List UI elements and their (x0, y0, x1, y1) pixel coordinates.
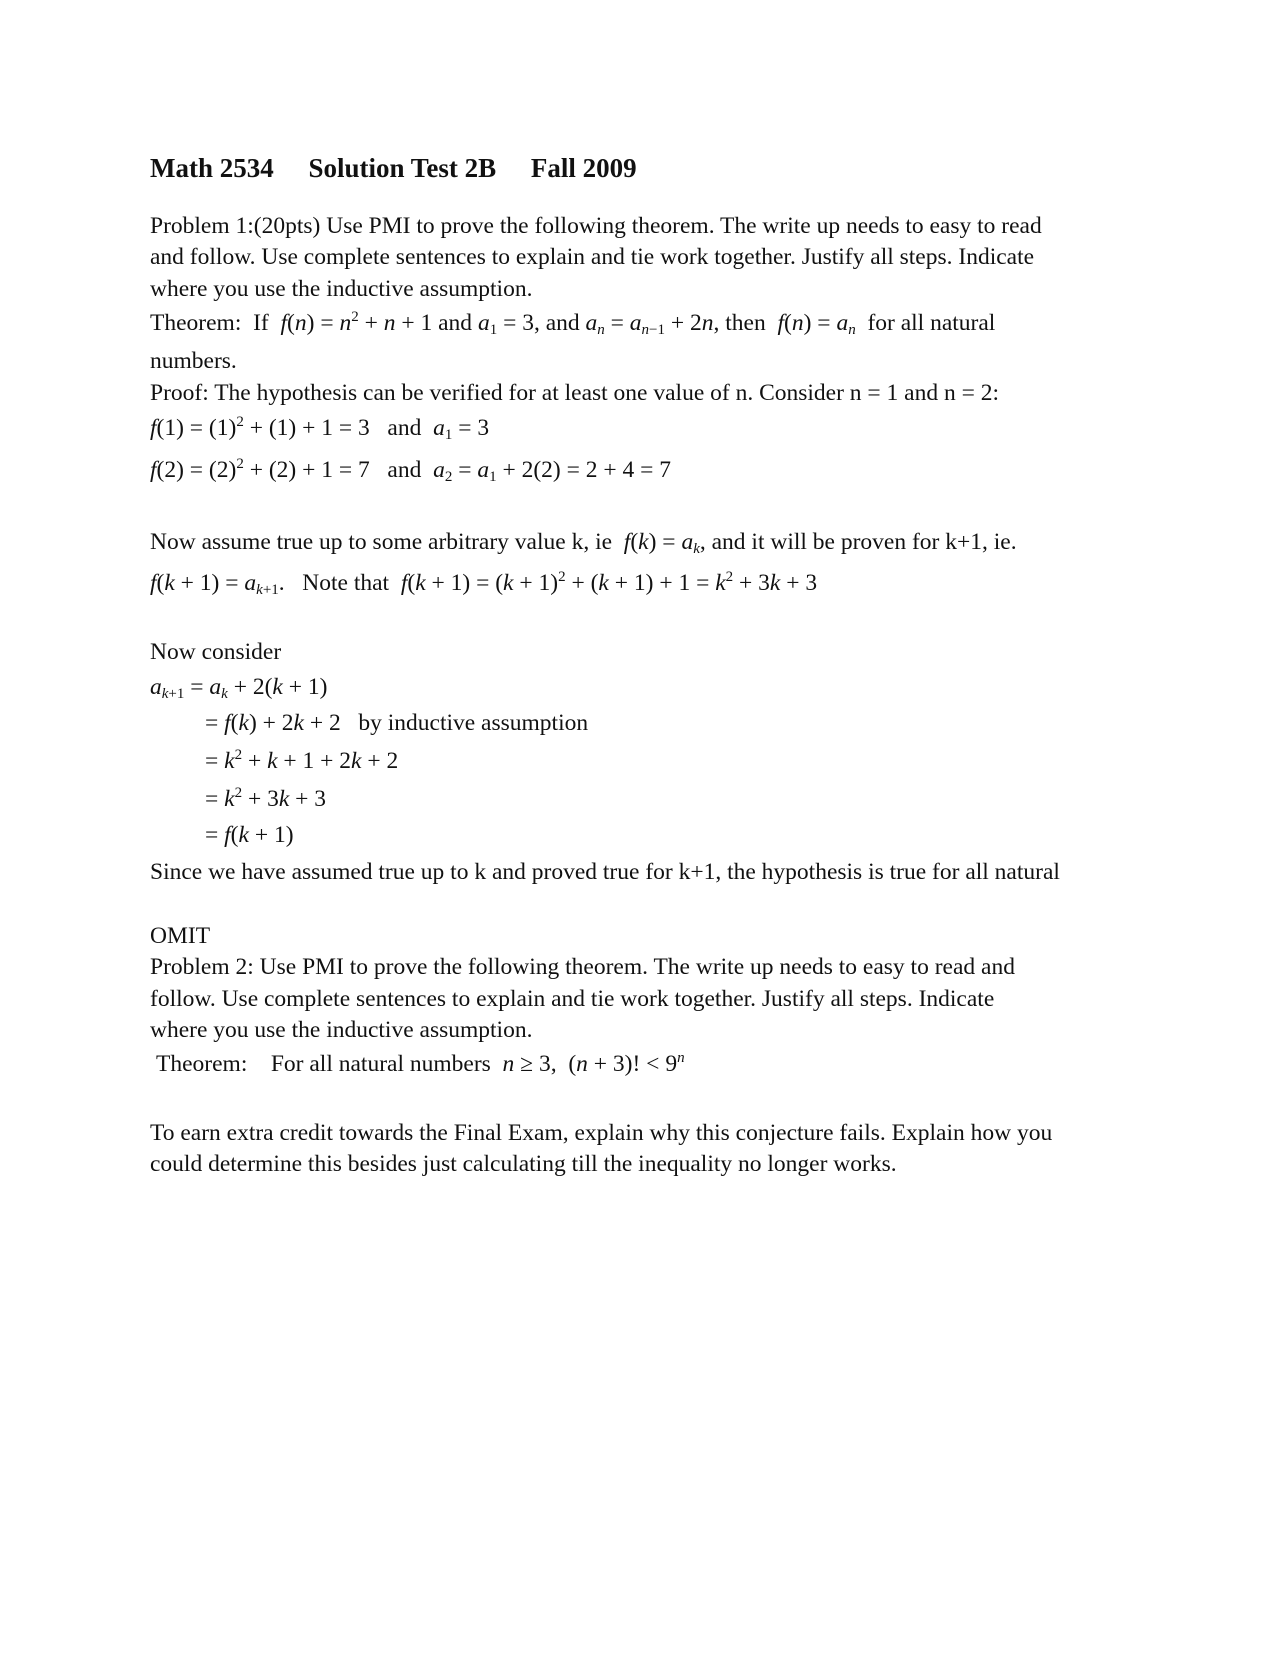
omit-label: OMIT (150, 923, 211, 949)
conclusion: Since we have assumed true up to k and proved true for k+1, the hypothesis is true for all natural (150, 859, 1060, 885)
test-name: Solution Test 2B (308, 153, 497, 183)
base-case-1: $f(1) = (1)^2 + (1) + 1 = 3$ and $a_1 = 3$ (150, 414, 490, 443)
theorem-1-numbers: numbers. (150, 348, 237, 374)
inductive-prove: , and it will be proven for k+1, ie. (699, 529, 1017, 555)
inductive-goal: $f(k + 1) = a_{k+1}$. Note that $f(k + 1) = (k + 1)^2 + (k + 1) + 1 = k^2 + 3k + 3$ (150, 569, 818, 598)
problem1-line-3: where you use the inductive assumption. (150, 276, 533, 302)
page-title (150, 155, 665, 182)
theorem-2: Theorem: For all natural numbers n ≥ 3, (n + 3)! < $9^n$ (156, 1050, 685, 1077)
function-definition: f (280, 310, 288, 336)
extra-credit-line-2: could determine this besides just calculating till the inequality no longer works. (150, 1151, 897, 1177)
proof-intro: Proof: The hypothesis can be verified for at least one value of n. Consider n = 1 and n = 2: (150, 380, 1000, 406)
now-consider: Now consider (150, 639, 282, 665)
inductive-hypothesis: Now assume true up to some arbitrary value k, ie $f(k) = a_k$, and it will be proven for k+1, ie. (150, 529, 1017, 557)
problem1-line-2: and follow. Use complete sentences to explain and tie work together. Justify all steps. Indicate (150, 244, 1035, 270)
base-and-1: and (387, 415, 422, 441)
problem2-line-3: where you use the inductive assumption. (150, 1017, 533, 1043)
problem2-line-2: follow. Use complete sentences to explain and tie work together. Justify all steps. Indicate (150, 986, 995, 1012)
derivation-step-3: = $k^2 + k + 1 + 2k + 2$ (205, 747, 399, 774)
problem2-line-1: Problem 2: Use PMI to prove the following theorem. The write up needs to easy to read and (150, 954, 1015, 980)
derivation-step-5: = f(k + 1) (205, 822, 294, 848)
theorem-label: Theorem: (150, 310, 242, 336)
theorem-and-1: and (438, 310, 473, 336)
theorem-2-label: Theorem: (156, 1051, 248, 1077)
base-and-2: and (387, 457, 422, 483)
course-number: Math 2534 (150, 153, 274, 183)
derivation-step-2: = f(k) + 2k + 2 by inductive assumption (205, 710, 589, 736)
theorem-if: If (253, 310, 269, 336)
problem1-line-1: Problem 1:(20pts) Use PMI to prove the following theorem. The write up needs to easy to read (150, 213, 1042, 239)
inductive-assume: Now assume true up to some arbitrary value k, ie (150, 529, 613, 555)
derivation-step-1: $a_{k+1} = a_k + 2(k + 1)$ (150, 674, 328, 702)
base-case-2: $f(2) = (2)^2 + (2) + 1 = 7$ and $a_2 = a_1 + 2(2) = 2 + 4 = 7$ (150, 456, 672, 485)
theorem-and-2: and (545, 310, 580, 336)
by-inductive-assumption: by inductive assumption (358, 710, 589, 736)
term: Fall 2009 (530, 153, 637, 183)
theorem-for-all: for all natural (867, 310, 996, 336)
theorem-2-text: For all natural numbers (270, 1051, 491, 1077)
theorem-then: , then (713, 310, 766, 336)
derivation-step-4: = $k^2 + 3k + 3$ (205, 785, 327, 812)
extra-credit-line-1: To earn extra credit towards the Final Exam, explain why this conjecture fails. Explain how you (150, 1120, 1053, 1146)
note-that: Note that (302, 570, 390, 596)
theorem-1: Theorem: If $f(n) = n^2 + n + 1$ and $a_1 = 3$, and $a_n = a_{n-1} + 2n$, then $f(n) = a_n$ for all natural (150, 309, 996, 338)
